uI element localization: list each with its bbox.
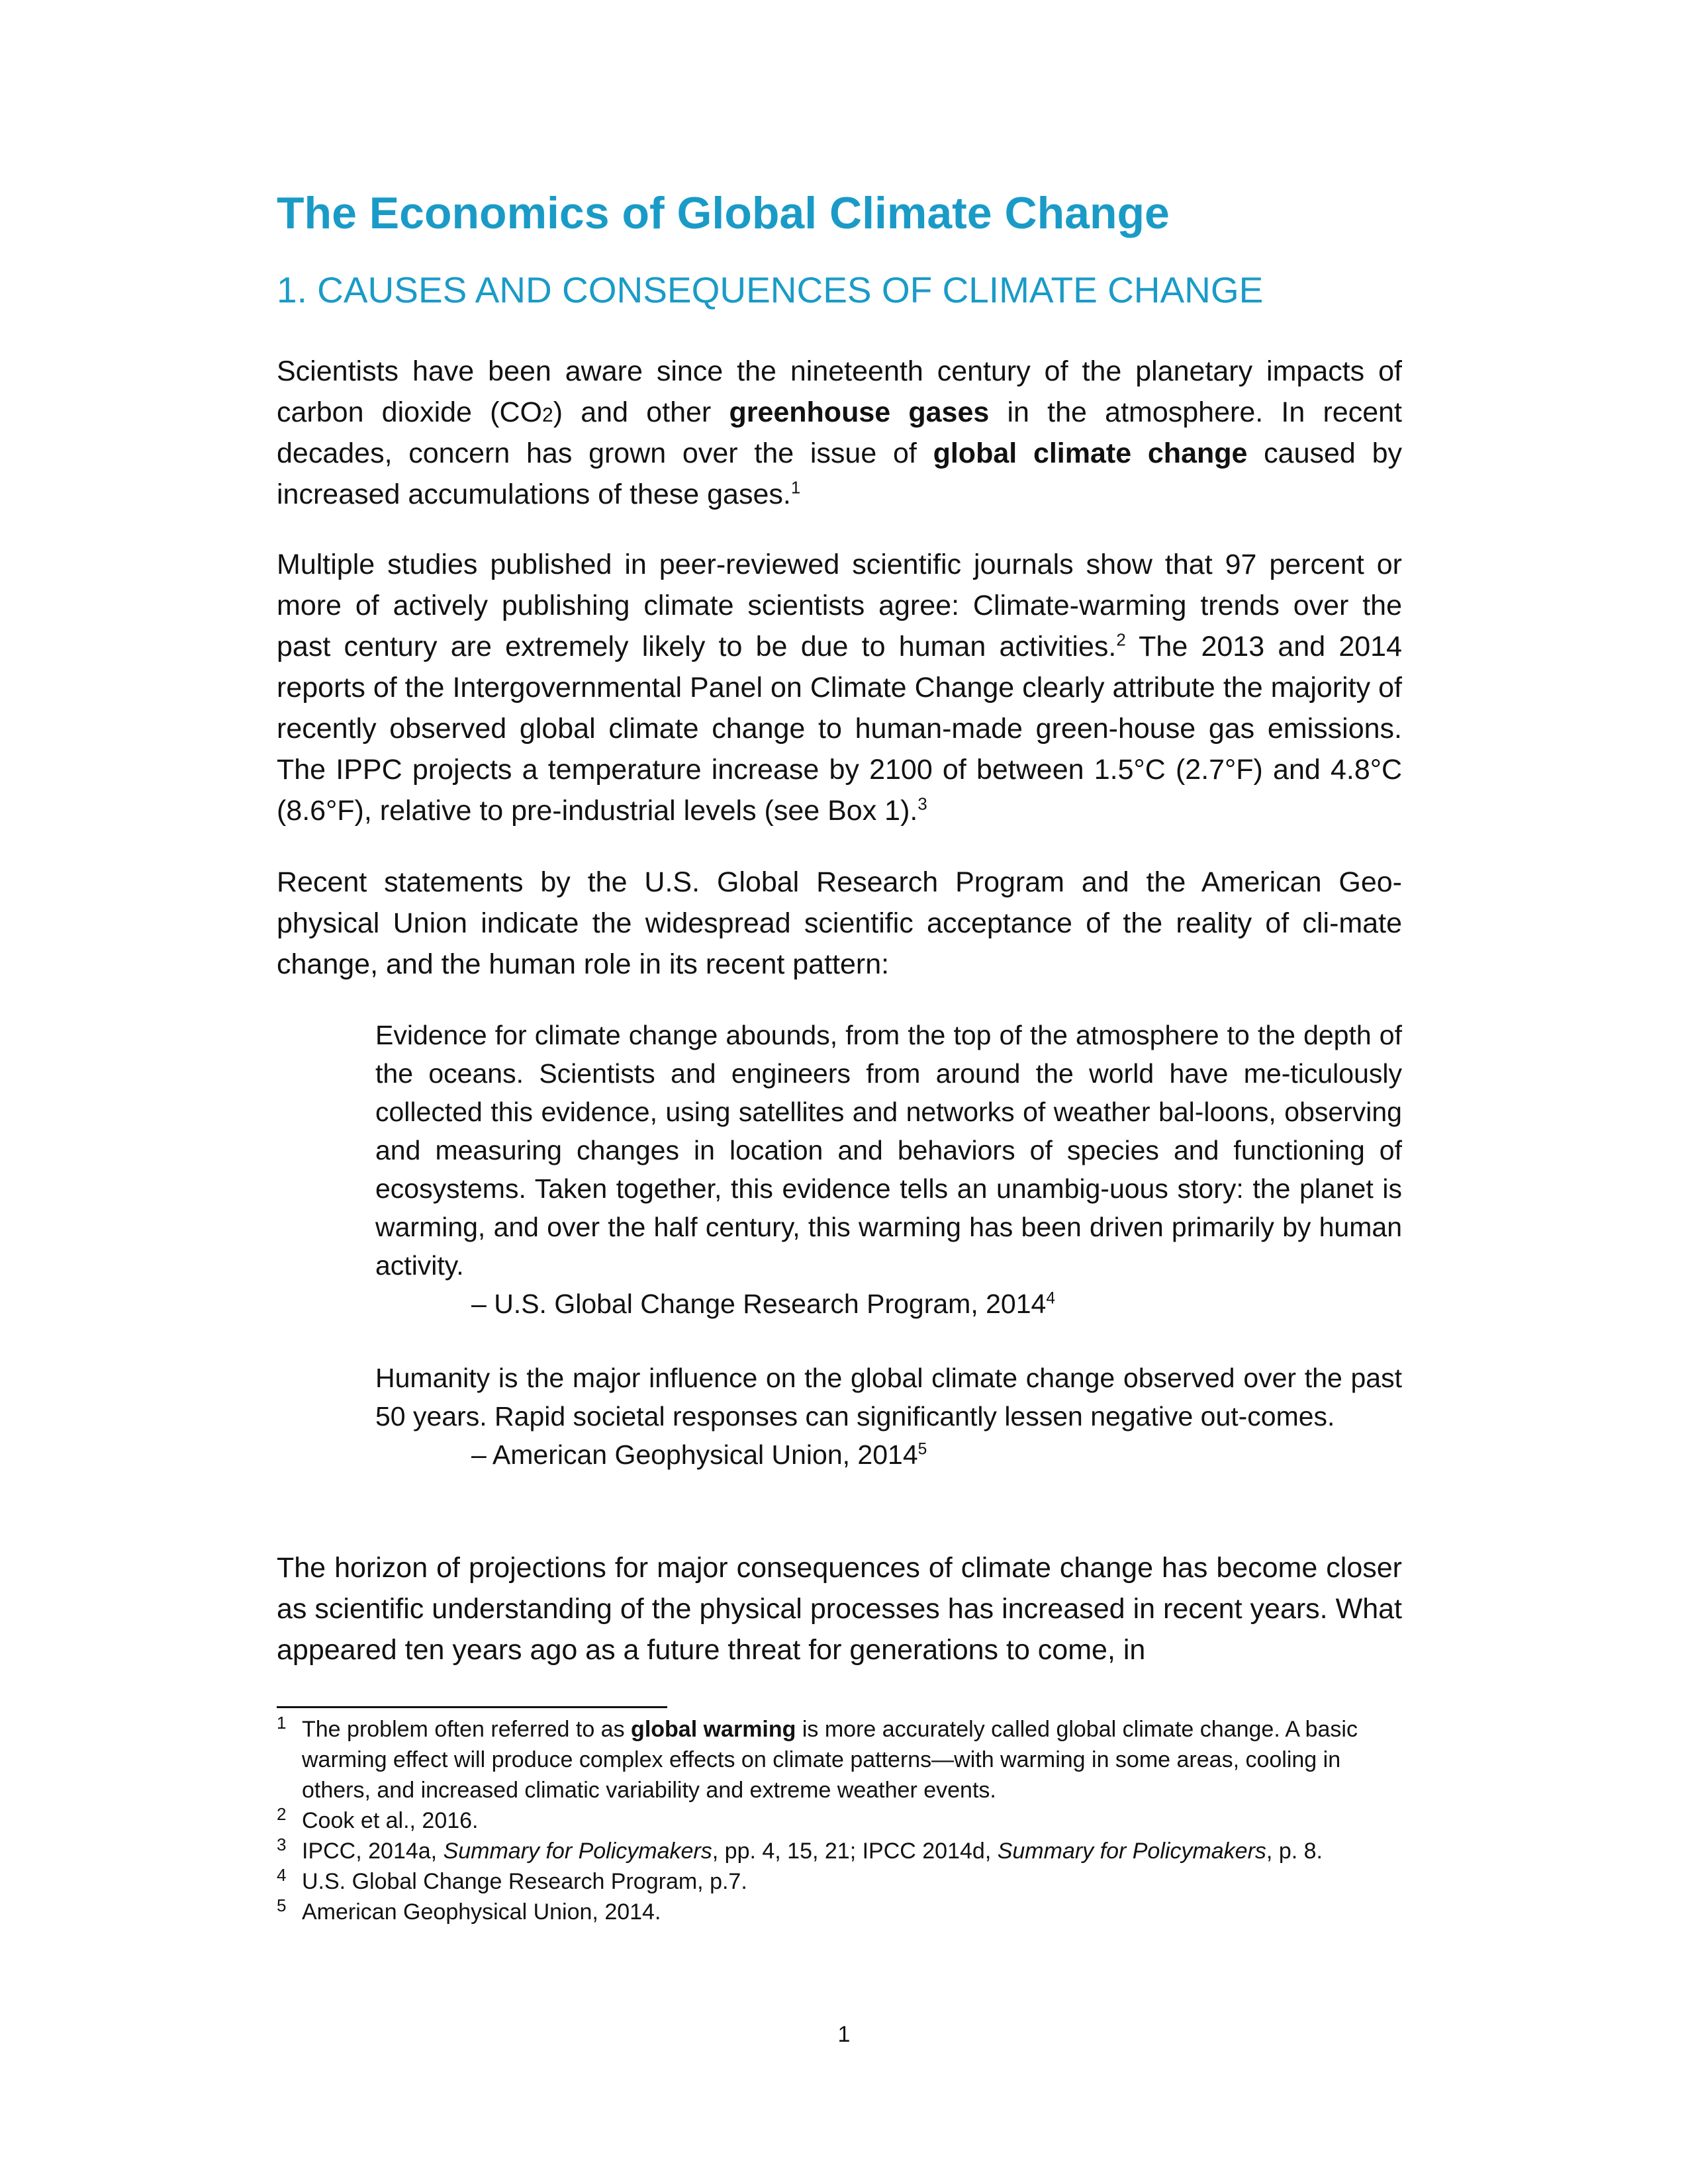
quote-attribution: – U.S. Global Change Research Program, 2014$^4$	[471, 1289, 1055, 1319]
paragraph-1-text: Scientists have been aware since the nineteenth century of the planetary impacts of carbon dioxide (CO2) and other greenhouse gases in the atmosphere. In recent decades, concern has grown over the issue of global climate change caused by increased accumulations of these gases.$^1$	[277, 355, 1403, 510]
key-term: global warming	[631, 1717, 796, 1742]
section-heading: 1. CAUSES AND CONSEQUENCES OF CLIMATE CHANGE	[277, 269, 1264, 310]
paragraph-3-text: Recent statements by the U.S. Global Research Program and the American Geo-physical Union indicate the widespread scientific acceptance of the reality of cli-mate change, and the human role in its recent pattern:	[277, 866, 1402, 980]
paragraph-2-text: Multiple studies published in peer-reviewed scientific journals show that 97 percent or more of actively publishing climate scientists agree: Climate-warming trends over the past century are extremely likely to be due to human activities.$^2$ The 2013 and 2014 reports of the Intergovernmental Panel on Climate Change clearly attribute the majority of recently observed global climate change to human-made green-house gas emissions. The IPPC projects a temperature increase by 2100 of between 1.5°C (2.7°F) and 4.8°C (8.6°F), relative to pre-industrial levels (see Box 1).$^3$	[277, 549, 1402, 827]
subscript: 2	[541, 404, 553, 426]
footnotes	[277, 1714, 1402, 1927]
citation-title: Summary for Policymakers	[997, 1839, 1266, 1864]
paragraph-4-text: The horizon of projections for major consequences of climate change has become closer as scientific understanding of the physical processes has increased in recent years. What appeared ten years ago as a future threat for generations to come, in	[277, 1552, 1402, 1666]
paragraph-2	[277, 544, 1402, 831]
key-term: greenhouse gases	[729, 396, 990, 428]
page-title: The Economics of Global Climate Change	[277, 188, 1170, 238]
footnote-ref: 2	[1116, 631, 1126, 650]
footnote-3: 3 IPCC, 2014a, Summary for Policymakers, pp. 4, 15, 21; IPCC 2014d, Summary for Policymakers, p. 8.	[277, 1836, 1402, 1866]
footnote-ref: 4	[1046, 1289, 1055, 1308]
footnote-4: 4 U.S. Global Change Research Program, p.7.	[277, 1866, 1402, 1897]
page-number: 1	[837, 2022, 851, 2047]
quote-text: Evidence for climate change abounds, from the top of the atmosphere to the depth of the oceans. Scientists and engineers from around the world have me-ticulously collected this evidence, using satellites and networks of weather bal-loons, observing and measuring changes in location and behaviors of species and functioning of ecosystems. Taken together, this evidence tells an unambig-uous story: the planet is warming, and over the half century, this warming has been driven primarily by human activity.	[375, 1020, 1402, 1281]
paragraph-1	[277, 351, 1402, 515]
key-term: global climate change	[933, 437, 1248, 469]
footnote-number: 5	[277, 1895, 287, 1915]
footnote-divider	[277, 1706, 667, 1708]
footnote-1: 1 The problem often referred to as global warming is more accurately called global climate change. A basic warming effect will produce complex effects on climate patterns—with warming in some areas, cooling in others, and increased climatic variability and extreme weather events.	[277, 1714, 1402, 1805]
footnote-2: 2 Cook et al., 2016.	[277, 1805, 1402, 1836]
block-quote-1	[375, 1016, 1402, 1323]
quote-attribution: – American Geophysical Union, 2014$^5$	[471, 1439, 927, 1470]
block-quote-2	[375, 1359, 1402, 1474]
footnote-number: 1	[277, 1713, 287, 1733]
footnote-ref: 3	[917, 795, 927, 814]
quote-text: Humanity is the major influence on the global climate change observed over the past 50 years. Rapid societal responses can significantly lessen negative out-comes.	[375, 1363, 1402, 1432]
footnote-5: 5 American Geophysical Union, 2014.	[277, 1897, 1402, 1927]
footnote-ref: 1	[790, 478, 801, 498]
paragraph-4	[277, 1547, 1402, 1670]
citation-title: Summary for Policymakers	[443, 1839, 712, 1864]
footnote-number: 4	[277, 1865, 287, 1885]
footnote-number: 3	[277, 1835, 287, 1854]
footnote-number: 2	[277, 1804, 287, 1824]
paragraph-3	[277, 862, 1402, 985]
footnote-ref: 5	[917, 1440, 927, 1459]
